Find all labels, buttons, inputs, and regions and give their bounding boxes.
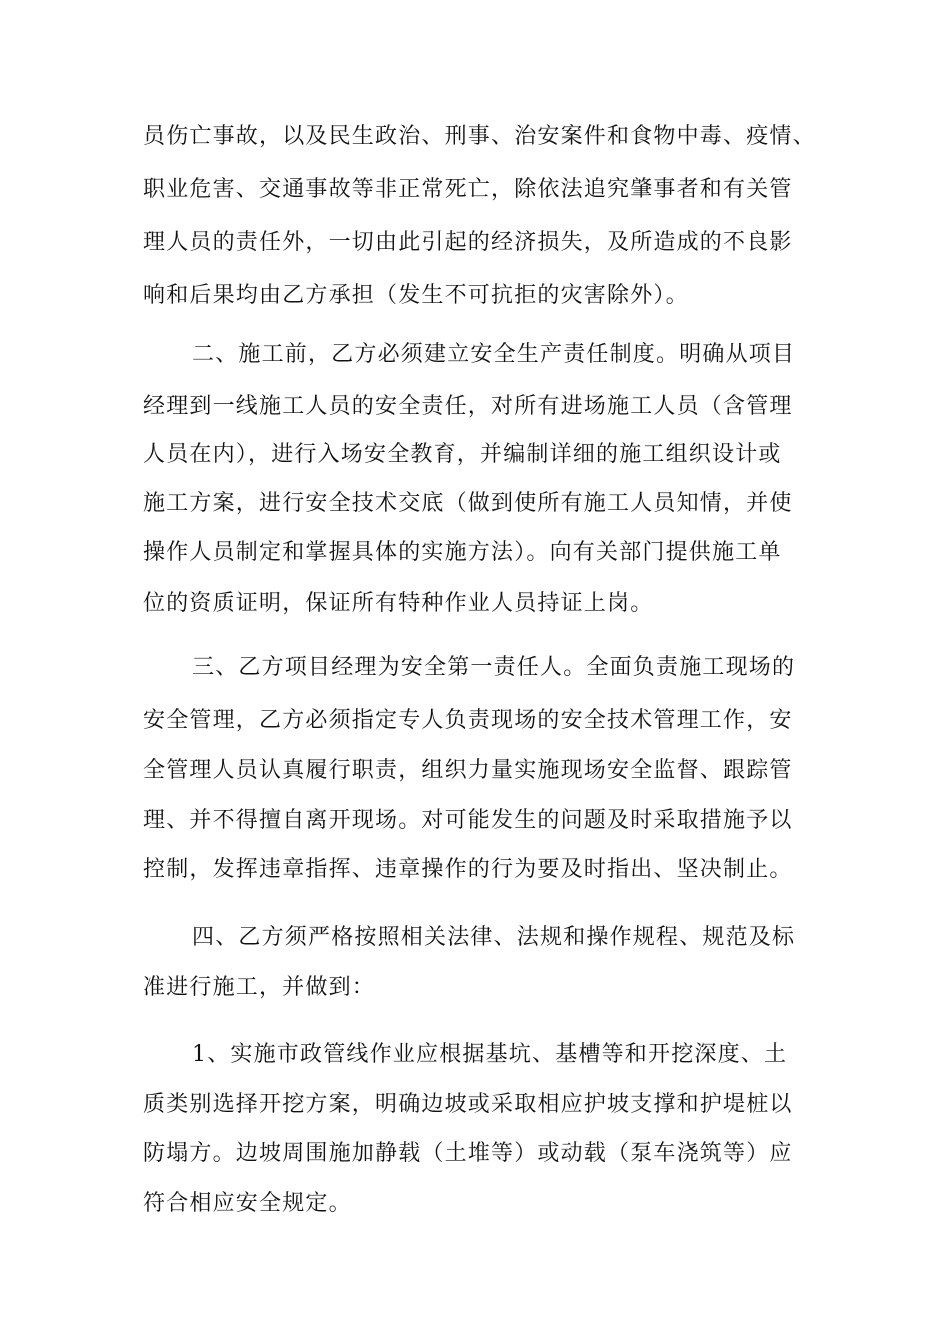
text-line: 安全管理，乙方必须指定专人负责现场的安全技术管理工作，安 [143,708,793,733]
text-line: 理人员的责任外，一切由此引起的经济损失，及所造成的不良影 [143,230,793,255]
text-line: 施工方案，进行安全技术交底（做到使所有施工人员知情，并使 [143,491,793,516]
text-line: 经理到一线施工人员的安全责任，对所有进场施工人员（含管理 [143,394,793,419]
text-line: 控制，发挥违章指挥、违章操作的行为要及时指出、坚决制止。 [143,857,793,882]
text-line: 符合相应安全规定。 [143,1191,352,1216]
text-line: 位的资质证明，保证所有特种作业人员持证上岗。 [143,591,654,616]
text-line: 1、实施市政管线作业应根据基坑、基槽等和开挖深度、土 [192,1042,788,1067]
text-line: 员伤亡事故，以及民生政治、刑事、治安案件和食物中毒、疫情、 [143,124,816,149]
text-line: 四、乙方须严格按照相关法律、法规和操作规程、规范及标 [192,925,796,950]
text-line: 理、并不得擅自离开现场。对可能发生的问题及时采取措施予以 [143,808,793,833]
text-line: 职业危害、交通事故等非正常死亡，除依法追究肇事者和有关管 [143,177,793,202]
text-line: 人员在内），进行入场安全教育，并编制详细的施工组织设计或 [143,442,782,467]
text-line: 全管理人员认真履行职责，组织力量实施现场安全监督、跟踪管 [143,758,793,783]
text-line: 三、乙方项目经理为安全第一责任人。全面负责施工现场的 [192,655,796,680]
text-line: 防塌方。边坡周围施加静载（土堆等）或动载（泵车浇筑等）应 [143,1141,793,1166]
text-line: 二、施工前，乙方必须建立安全生产责任制度。明确从项目 [192,342,796,367]
text-line: 操作人员制定和掌握具体的实施方法）。向有关部门提供施工单 [143,540,782,565]
text-line: 质类别选择开挖方案，明确边坡或采取相应护坡支撑和护堤桩以 [143,1092,793,1117]
text-line: 准进行施工，并做到： [143,975,376,1000]
text-line: 响和后果均由乙方承担（发生不可抗拒的灾害除外）。 [143,283,689,308]
